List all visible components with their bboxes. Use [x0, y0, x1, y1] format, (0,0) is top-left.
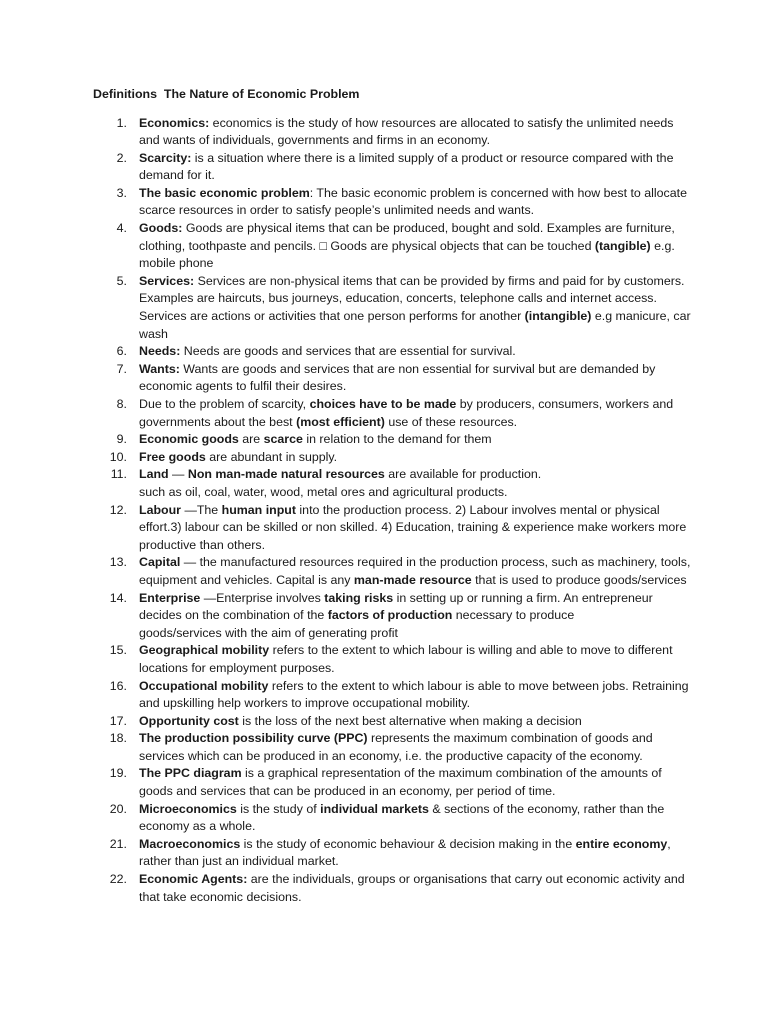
item-number: 7. — [116, 361, 127, 376]
item-number: 20. — [109, 801, 127, 816]
text-run: are the individuals, groups or organisations that carry out economic activity and that take economic decisions. — [139, 872, 685, 904]
text-run: , rather than just an individual market. — [139, 836, 671, 869]
bold-term: scarce — [263, 432, 303, 447]
definition-item — [93, 396, 693, 431]
bold-term: Microeconomics — [139, 801, 237, 816]
text-run: is a graphical representation of the maximum combination of the amounts of goods and services that can be produced in an economy, per period of time. — [139, 766, 662, 799]
item-number: 11. — [110, 467, 127, 482]
text-run: are — [238, 432, 264, 447]
item-number: 22. — [109, 872, 127, 887]
definition-item — [93, 765, 693, 800]
bold-term: Scarcity: — [139, 150, 192, 165]
text-run: is the study of economic behaviour & decision making in the — [240, 836, 576, 851]
bold-term: Services: — [139, 273, 195, 288]
bold-term: The production possibility curve (PPC) — [139, 731, 368, 746]
item-number: 9. — [116, 432, 127, 447]
bold-term: The basic economic problem — [139, 185, 310, 200]
definition-item — [93, 590, 693, 643]
bold-term: individual markets — [320, 801, 429, 816]
definition-item — [93, 185, 693, 220]
definition-item — [93, 220, 693, 273]
definition-item — [93, 713, 693, 731]
text-run: & sections of the economy, rather than the economy as a whole. — [139, 801, 665, 834]
item-text — [139, 591, 653, 640]
item-number: 18. — [109, 731, 127, 746]
text-run: refers to the extent to which labour is able to move between jobs. Retraining and upskilling help workers to improve occupational mobility. — [139, 678, 689, 711]
bold-term: factors of production — [327, 608, 453, 623]
definition-item — [93, 343, 693, 361]
text-run: refers to the extent to which labour is willing and able to move to different locations for employment purposes. — [139, 643, 673, 675]
text-run: such as oil, coal, water, wood, metal ores and agricultural products. — [139, 484, 508, 499]
bold-term: man-made resource — [353, 572, 472, 587]
text-run: Goods are physical items that can be produced, bought and sold. Examples are furniture, clothing, toothpaste and pencils. □ Goods are physical objects that can be touched — [139, 221, 675, 253]
text-run: is the study of — [236, 801, 321, 816]
item-number: 6. — [116, 344, 127, 359]
definition-item — [93, 115, 693, 150]
document-title: Definitions The Nature of Economic Problem — [93, 87, 360, 101]
item-number: 8. — [116, 397, 127, 411]
bold-term: (most efficient) — [296, 414, 385, 429]
item-text — [139, 731, 653, 763]
bold-term: Geographical mobility — [139, 643, 270, 658]
item-number: 1. — [116, 115, 127, 130]
bold-term: Economics: — [139, 115, 210, 130]
text-run: are abundant in supply. — [205, 449, 338, 464]
item-number: 4. — [116, 221, 127, 236]
item-number: 19. — [109, 766, 127, 781]
item-number: 21. — [109, 836, 127, 851]
item-number: 2. — [116, 150, 127, 165]
text-run: : The basic economic problem is concerned with how best to allocate scarce resources in order to satisfy people’s unlimited needs and wants. — [139, 185, 687, 218]
text-run: necessary to produce — [452, 608, 575, 623]
item-number: 15. — [109, 643, 127, 658]
definition-item — [93, 642, 693, 677]
item-text — [139, 766, 662, 798]
definition-item — [93, 836, 693, 871]
text-run: Services are non-physical items that can be provided by firms and paid for by customers. Examples are haircuts, bus journeys, education, concerts, telephone calls and internet access. Services are actions or activities that one person performs for another — [139, 273, 685, 324]
definition-item — [93, 502, 693, 555]
item-text — [139, 872, 685, 904]
definition-item — [93, 361, 693, 396]
text-run: Wants are goods and services that are non essential for survival but are demanded by economic agents to fulfil their desires. — [139, 361, 656, 394]
item-text — [139, 643, 673, 675]
bold-term: Opportunity cost — [139, 713, 239, 728]
bold-term: Occupational mobility — [139, 678, 269, 693]
definition-item — [93, 871, 693, 906]
item-number: 5. — [116, 273, 127, 288]
text-run: goods/services with the aim of generating profit — [139, 625, 398, 640]
text-run: — — [168, 467, 188, 482]
definition-item — [93, 554, 693, 589]
item-text — [139, 344, 516, 358]
bold-term: Enterprise — [139, 590, 201, 605]
text-run: into the production process. 2) Labour involves mental or physical effort.3) labour can be skilled or non skilled. 4) Education, training & experience make workers more productive than others. — [139, 502, 687, 552]
bold-term: Non man-made natural resources — [187, 467, 385, 482]
item-text — [139, 714, 582, 728]
document-page — [93, 86, 693, 906]
bold-term: Needs: — [139, 344, 181, 359]
bold-term: taking risks — [324, 590, 394, 605]
item-text — [139, 467, 541, 499]
bold-term: choices have to be made — [309, 397, 457, 411]
item-text — [139, 555, 690, 587]
bold-term: human input — [221, 502, 296, 517]
text-run: —The — [181, 502, 222, 517]
text-run: in relation to the demand for them — [302, 432, 492, 447]
bold-term: Labour — [139, 502, 181, 517]
text-run: —Enterprise involves — [200, 590, 325, 605]
text-run: that is used to produce goods/services — [471, 572, 687, 587]
item-text — [139, 432, 492, 446]
text-run: — the manufactured resources required in the production process, such as machinery, tools, equipment and vehicles. Capital is any — [139, 555, 691, 587]
item-text — [139, 362, 655, 394]
text-run: Needs are goods and services that are essential for survival. — [180, 344, 516, 359]
item-text — [139, 151, 673, 183]
definition-item — [93, 801, 693, 836]
text-run: economics is the study of how resources are allocated to satisfy the unlimited needs and wants of individuals, governments and firms in an economy. — [139, 115, 674, 148]
text-run: e.g manicure, car wash — [139, 309, 691, 341]
text-run: are available for production. — [384, 467, 542, 482]
text-run: in setting up or running a firm. An entrepreneur decides on the combination of the — [139, 590, 653, 623]
definition-item — [93, 431, 693, 449]
item-text — [139, 802, 664, 834]
item-text — [139, 397, 673, 429]
item-number: 3. — [116, 185, 127, 200]
bold-term: The PPC diagram — [139, 766, 242, 781]
text-run: Due to the problem of scarcity, — [139, 397, 310, 411]
item-text — [139, 503, 686, 552]
definition-item — [93, 449, 693, 467]
definition-item — [93, 273, 693, 343]
item-number: 10. — [109, 449, 127, 464]
item-text — [139, 274, 691, 341]
definition-item — [93, 730, 693, 765]
text-run: use of these resources. — [384, 414, 518, 429]
item-text — [139, 450, 337, 464]
bold-term: Wants: — [139, 361, 180, 376]
definition-item — [93, 466, 693, 501]
bold-term: Goods: — [139, 221, 183, 236]
item-text — [139, 837, 671, 869]
bold-term: (intangible) — [524, 309, 592, 324]
definition-item — [93, 150, 693, 185]
text-run: represents the maximum combination of goods and services which can be produced in an economy, i.e. the productive capacity of the economy. — [139, 731, 653, 763]
bold-term: Economic goods — [139, 432, 239, 447]
item-text — [139, 116, 673, 148]
definitions-list — [93, 115, 693, 907]
text-run: by producers, consumers, workers and governments about the best — [139, 397, 674, 429]
item-number: 14. — [109, 590, 127, 605]
item-number: 12. — [109, 502, 127, 517]
item-number: 13. — [109, 555, 127, 570]
item-text — [139, 221, 675, 270]
bold-term: Economic Agents: — [139, 872, 248, 887]
bold-term: (tangible) — [594, 238, 651, 253]
text-run: is the loss of the next best alternative when making a decision — [238, 713, 582, 728]
item-number: 16. — [109, 678, 127, 693]
bold-term: Macroeconomics — [139, 836, 241, 851]
text-run: is a situation where there is a limited supply of a product or resource compared with the demand for it. — [139, 150, 674, 183]
bold-term: Land — [139, 467, 169, 482]
item-text — [139, 679, 689, 711]
item-text — [139, 186, 687, 218]
bold-term: entire economy — [575, 836, 668, 851]
definition-item — [93, 678, 693, 713]
bold-term: Free goods — [139, 449, 206, 464]
bold-term: Capital — [139, 555, 181, 570]
text-run: e.g. mobile phone — [139, 238, 675, 271]
item-number: 17. — [109, 713, 127, 728]
